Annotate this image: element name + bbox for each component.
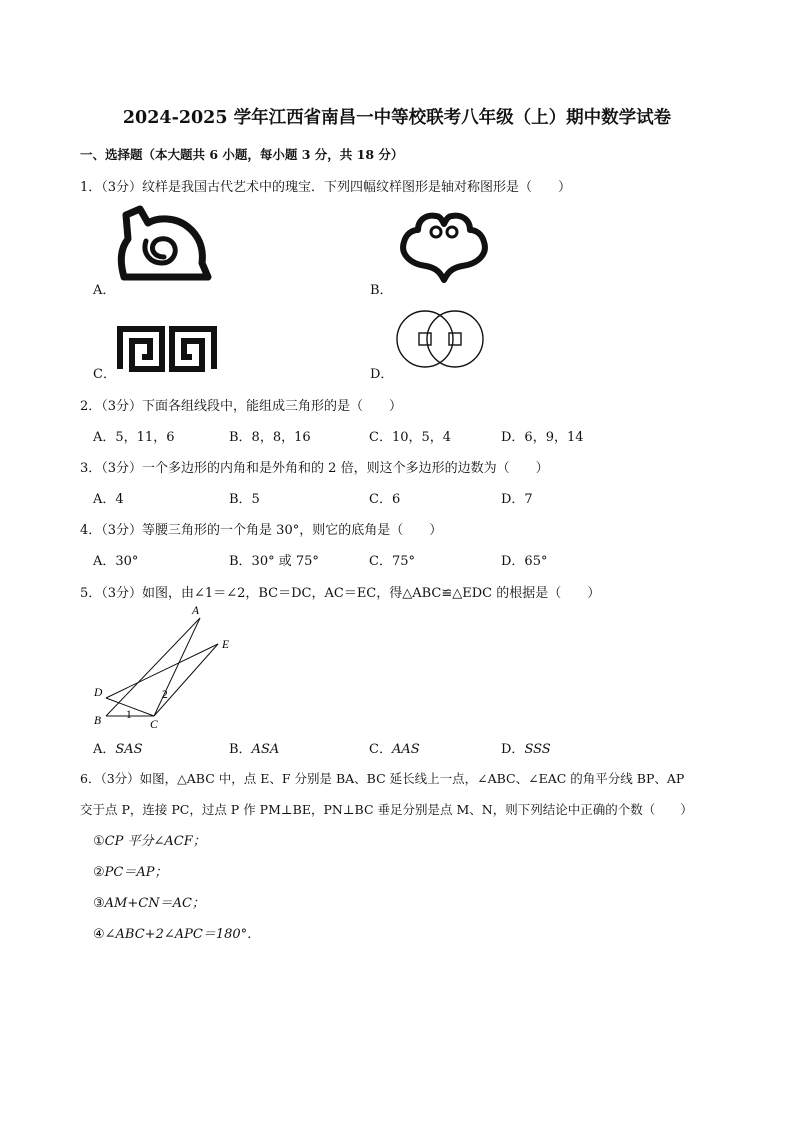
q6-statement-3-text: AM+CN＝AC； (104, 896, 205, 911)
q5-option-a-prefix: A． (93, 742, 116, 757)
question-3: 3．（3分）一个多边形的内角和是外角和的 2 倍，则这个多边形的边数为（ ） (80, 461, 549, 476)
q6-marker-4: ④ (93, 927, 105, 942)
question-4: 4．（3分）等腰三角形的一个角是 30°，则它的底角是（ ） (80, 523, 443, 538)
q6-marker-3: ③ (93, 896, 105, 911)
page-title: 2024-2025 学年江西省南昌一中等校联考八年级（上）期中数学试卷 (122, 108, 672, 128)
q1-option-b-figure[interactable] (396, 210, 492, 286)
q6-statement-1 (93, 830, 206, 849)
q6-marker-1: ① (93, 834, 105, 849)
q5-geometry-figure (88, 602, 238, 732)
q6-statement-3 (93, 892, 205, 911)
q2-option-a[interactable]: A．5，11，6 (93, 430, 175, 445)
question-6-line-2: 交于点 P，连接 PC，过点 P 作 PM⊥BE，PN⊥BC 垂足分别是点 M、N，则下列结论中正确的个数（ ） (80, 802, 693, 817)
q5-option-a[interactable] (93, 738, 143, 757)
q5-option-b-prefix: B． (229, 742, 252, 757)
q2-option-b[interactable]: B．8，8，16 (229, 430, 311, 445)
point-label-b: B (94, 715, 102, 727)
q2-option-c[interactable]: C．10，5，4 (369, 430, 452, 445)
q4-option-d[interactable]: D．65° (501, 554, 548, 569)
q5-option-b[interactable] (229, 738, 279, 757)
q5-option-c-value: AAS (391, 742, 420, 757)
question-1: 1．（3分）纹样是我国古代艺术中的瑰宝．下列四幅纹样图形是轴对称图形是（ ） (80, 180, 572, 195)
q4-option-c[interactable]: C．75° (369, 554, 415, 569)
q6-statement-4 (93, 923, 260, 942)
q5-option-d[interactable] (501, 738, 551, 757)
q5-option-c[interactable] (369, 738, 420, 757)
q6-statement-4-text: ∠ABC+2∠APC＝180°． (104, 927, 261, 942)
point-label-e: E (222, 639, 230, 651)
q1-option-d-label[interactable]: D． (370, 367, 394, 382)
q1-option-a-figure[interactable] (118, 205, 214, 281)
point-label-a: A (192, 605, 200, 617)
q2-option-d[interactable]: D．6，9，14 (501, 430, 584, 445)
q1-option-c-label[interactable]: C． (93, 367, 116, 382)
q1-option-a-label[interactable]: A． (93, 283, 116, 298)
q6-statement-2-text: PC＝AP； (104, 865, 168, 880)
question-6-line-1: 6．（3分）如图，△ABC 中，点 E、F 分别是 BA、BC 延长线上一点，∠ABC、∠EAC 的角平分线 BP、AP (80, 771, 685, 786)
angle-label-2: 2 (162, 689, 168, 701)
q5-option-a-value: SAS (115, 742, 143, 757)
q5-option-d-value: SSS (524, 742, 551, 757)
q4-option-b[interactable]: B．30° 或 75° (229, 554, 319, 569)
q4-option-a[interactable]: A．30° (93, 554, 139, 569)
q3-option-c[interactable]: C．6 (369, 492, 401, 507)
question-2: 2．（3分）下面各组线段中，能组成三角形的是（ ） (80, 399, 403, 414)
q1-option-d-figure[interactable] (393, 309, 489, 369)
point-label-d: D (94, 687, 103, 699)
q6-marker-2: ② (93, 865, 105, 880)
q1-option-c-figure[interactable] (116, 325, 218, 373)
q6-statement-1-text: CP 平分∠ACF； (104, 834, 206, 849)
q5-option-c-prefix: C． (369, 742, 392, 757)
section-heading: 一、选择题（本大题共 6 小题，每小题 3 分，共 18 分） (80, 147, 404, 162)
q3-option-d[interactable]: D．7 (501, 492, 533, 507)
q1-option-b-label[interactable]: B． (370, 283, 393, 298)
point-label-c: C (150, 719, 158, 731)
question-5: 5．（3分）如图，由∠1＝∠2，BC＝DC，AC＝EC，得△ABC≌△EDC 的根据是（ ） (80, 586, 601, 601)
q3-option-b[interactable]: B．5 (229, 492, 260, 507)
q6-statement-2 (93, 861, 168, 880)
q3-option-a[interactable]: A．4 (93, 492, 124, 507)
angle-label-1: 1 (126, 709, 132, 721)
q5-option-b-value: ASA (251, 742, 280, 757)
q5-option-d-prefix: D． (501, 742, 525, 757)
